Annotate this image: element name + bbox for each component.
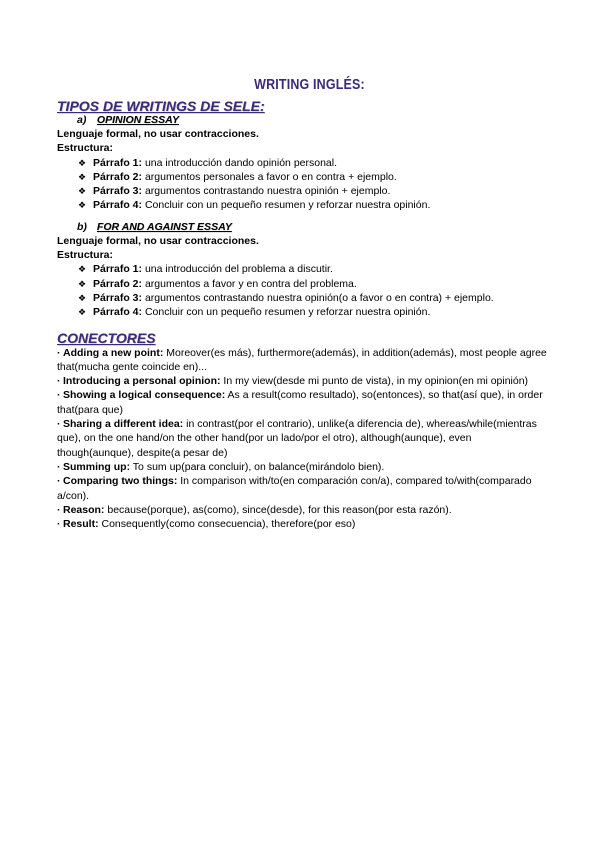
- connector-text: As a result(como resultado), so(entonces), so that(así que), in order that(para que): [57, 389, 543, 416]
- paragraph-text: una introducción del problema a discutir.: [142, 263, 333, 276]
- section-heading-connectors: CONECTORES: [57, 329, 156, 346]
- bullet-dot: ·: [57, 389, 61, 402]
- connector-item: [57, 503, 547, 517]
- paragraph-item: [57, 262, 547, 276]
- connector-item: [57, 374, 547, 388]
- essay-type-b-heading: [77, 221, 547, 234]
- paragraph-label: Párrafo 2:: [93, 170, 143, 183]
- connector-label: Adding a new point:: [63, 346, 164, 359]
- paragraph-item: [57, 291, 547, 305]
- paragraph-item: [57, 305, 547, 319]
- connector-text: In my view(desde mi punto de vista), in my opinion(en mi opinión): [220, 375, 529, 388]
- essay-type-name: FOR AND AGAINST ESSAY: [96, 220, 232, 233]
- paragraph-label: Párrafo 3:: [93, 185, 143, 198]
- connector-item: [57, 474, 547, 503]
- page-title: WRITING INGLÉS:: [254, 77, 365, 93]
- connector-label: Sharing a different idea:: [63, 418, 184, 431]
- connector-list: [57, 346, 547, 532]
- paragraph-text: Concluir con un pequeño resumen y reforzar nuestra opinión.: [142, 306, 431, 319]
- paragraph-label: Párrafo 4:: [93, 306, 143, 319]
- diamond-bullet-icon: ❖: [78, 307, 87, 318]
- paragraph-label: Párrafo 1:: [93, 156, 143, 169]
- diamond-bullet-icon: ❖: [78, 157, 87, 168]
- section-heading-types: TIPOS DE WRITINGS DE SELE:: [57, 98, 265, 114]
- connector-text: To sum up(para concluir), on balance(mirándolo bien).: [130, 460, 385, 473]
- bullet-dot: ·: [57, 460, 61, 473]
- connector-label: Result:: [63, 518, 99, 531]
- essay-type-letter: b): [77, 220, 87, 233]
- paragraph-item: [57, 198, 547, 212]
- connector-label: Reason:: [63, 503, 105, 516]
- bullet-dot: ·: [57, 518, 61, 531]
- paragraph-text: argumentos contrastando nuestra opinión + ejemplo.: [142, 185, 391, 198]
- paragraph-text: Concluir con un pequeño resumen y reforzar nuestra opinión.: [142, 199, 431, 212]
- connector-item: [57, 417, 547, 460]
- paragraph-item: [57, 184, 547, 198]
- bullet-dot: ·: [57, 503, 61, 516]
- diamond-bullet-icon: ❖: [78, 264, 87, 275]
- connector-label: Comparing two things:: [63, 475, 178, 488]
- structure-label: Estructura:: [57, 249, 114, 262]
- diamond-bullet-icon: ❖: [78, 171, 87, 182]
- paragraph-label: Párrafo 3:: [93, 291, 143, 304]
- paragraph-item: [57, 170, 547, 184]
- bullet-dot: ·: [57, 375, 61, 388]
- paragraph-item: [57, 277, 547, 291]
- connector-text: because(porque), as(como), since(desde), for this reason(por esta razón).: [104, 503, 452, 516]
- paragraph-text: argumentos contrastando nuestra opinión(o a favor o en contra) + ejemplo.: [142, 291, 494, 304]
- connector-item: [57, 346, 547, 375]
- bullet-dot: ·: [57, 346, 61, 359]
- paragraph-label: Párrafo 2:: [93, 277, 143, 290]
- essay-type-name: OPINION ESSAY: [96, 114, 179, 126]
- essay-rule: Lenguaje formal, no usar contracciones.: [57, 128, 259, 140]
- structure-label: Estructura:: [57, 142, 114, 155]
- diamond-bullet-icon: ❖: [78, 278, 87, 289]
- diamond-bullet-icon: ❖: [78, 292, 87, 303]
- document-page: [57, 76, 547, 531]
- bullet-dot: ·: [57, 418, 61, 431]
- bullet-dot: ·: [57, 475, 61, 488]
- paragraph-text: argumentos a favor y en contra del problema.: [142, 277, 357, 290]
- connector-item: [57, 460, 547, 474]
- essay-rule: Lenguaje formal, no usar contracciones.: [57, 234, 259, 247]
- paragraph-list-a: [57, 156, 547, 213]
- paragraph-list-b: [57, 262, 547, 319]
- paragraph-label: Párrafo 4:: [93, 199, 143, 212]
- connector-text: In comparison with/to(en comparación con/a), compared to/with(comparado a/con).: [57, 475, 532, 502]
- essay-type-a-heading: [77, 114, 547, 127]
- connector-text: in contrast(por el contrario), unlike(a diferencia de), whereas/while(mientras que), on the one hand/on the other hand(por un lado/por el otro), although(aunque), even though(aunque), despite(a pesar de): [57, 418, 537, 459]
- paragraph-label: Párrafo 1:: [93, 263, 143, 276]
- connector-item: [57, 517, 547, 531]
- connector-label: Summing up:: [63, 460, 131, 473]
- connector-text: Consequently(como consecuencia), therefore(por eso): [98, 518, 356, 531]
- connector-label: Introducing a personal opinion:: [63, 375, 221, 388]
- connector-label: Showing a logical consequence:: [63, 389, 226, 402]
- paragraph-text: argumentos personales a favor o en contra + ejemplo.: [142, 170, 397, 183]
- diamond-bullet-icon: ❖: [78, 186, 87, 197]
- connector-item: [57, 388, 547, 417]
- essay-type-letter: a): [77, 114, 87, 126]
- connector-text: Moreover(es más), furthermore(además), in addition(además), most people agree that(mucha gente coincide en)...: [57, 346, 547, 373]
- paragraph-text: una introducción dando opinión personal.: [142, 156, 338, 169]
- diamond-bullet-icon: ❖: [78, 200, 87, 211]
- paragraph-item: [57, 156, 547, 170]
